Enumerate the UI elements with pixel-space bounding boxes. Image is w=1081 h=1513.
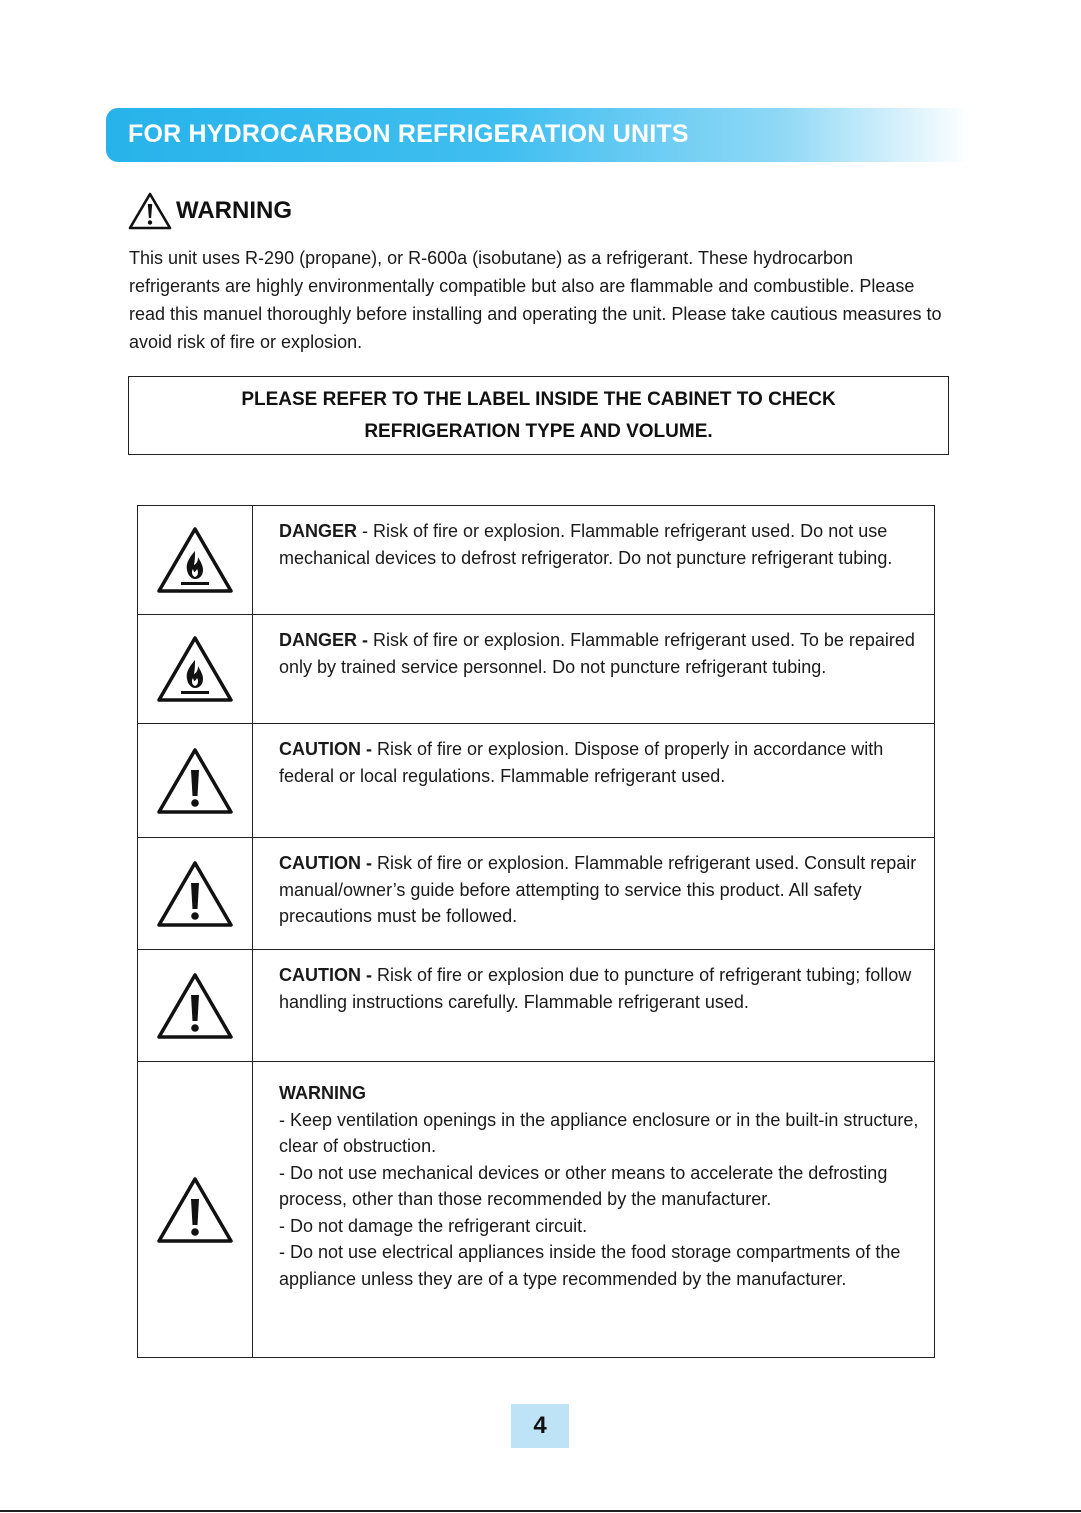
hazard-text — [253, 615, 934, 723]
flammable-warning-icon — [155, 634, 235, 704]
hazard-icon-cell — [138, 506, 253, 614]
notice-line-2: REFRIGERATION TYPE AND VOLUME. — [364, 420, 713, 442]
hazard-text — [253, 1062, 934, 1357]
hazard-label: CAUTION - — [279, 965, 372, 985]
warning-triangle-icon — [128, 192, 172, 230]
hazard-row — [138, 615, 934, 724]
hazard-description: Risk of fire or explosion. Dispose of properly in accordance with federal or local regulations. Flammable refrigerant used. — [279, 739, 884, 786]
warning-bullet: - Do not damage the refrigerant circuit. — [279, 1215, 588, 1236]
hazard-row — [138, 724, 934, 838]
hazard-description: Risk of fire or explosion. Flammable refrigerant used. To be repaired only by trained service personnel. Do not puncture refrigerant tubing. — [279, 630, 915, 677]
hazard-label: WARNING — [279, 1083, 366, 1103]
hazard-label: DANGER — [279, 521, 358, 541]
hazard-icon-cell — [138, 724, 253, 837]
hazard-table — [137, 505, 935, 1358]
warning-bullet: - Keep ventilation openings in the appliance enclosure or in the built-in structure, clear of obstruction. — [279, 1109, 919, 1156]
hazard-text — [253, 506, 934, 614]
hazard-row — [138, 1062, 934, 1357]
hazard-label: CAUTION - — [279, 853, 372, 873]
hazard-text — [253, 838, 934, 949]
hazard-label: DANGER - — [279, 630, 368, 650]
section-title: FOR HYDROCARBON REFRIGERATION UNITS — [128, 120, 689, 148]
exclamation-warning-icon — [155, 1175, 235, 1245]
hazard-row — [138, 506, 934, 615]
exclamation-warning-icon — [155, 971, 235, 1041]
footer-rule — [0, 1510, 1081, 1512]
hazard-row — [138, 950, 934, 1062]
warning-body: This unit uses R-290 (propane), or R-600a (isobutane) as a refrigerant. These hydrocarbon refrigerants are highly environmentally compatible but also are flammable and combustible. Please read this manuel thoroughly before installing and operating the unit. Please take cautious measures to avoid risk of fire or explosion. — [129, 248, 942, 352]
exclamation-warning-icon — [155, 859, 235, 929]
warning-heading — [128, 192, 292, 230]
section-banner — [106, 108, 970, 162]
hazard-text — [253, 724, 934, 837]
hazard-icon-cell — [138, 950, 253, 1061]
hazard-description: Risk of fire or explosion. Flammable refrigerant used. Consult repair manual/owner’s guide before attempting to service this product. All safety precautions must be followed. — [279, 853, 917, 926]
hazard-row — [138, 838, 934, 950]
exclamation-warning-icon — [155, 746, 235, 816]
hazard-description: Risk of fire or explosion due to puncture of refrigerant tubing; follow handling instructions carefully. Flammable refrigerant used. — [279, 965, 912, 1012]
warning-title: WARNING — [176, 197, 292, 224]
hazard-text — [253, 950, 934, 1061]
hazard-icon-cell — [138, 615, 253, 723]
warning-bullet: - Do not use electrical appliances inside the food storage compartments of the appliance unless they are of a type recommended by the manufacturer. — [279, 1242, 901, 1289]
hazard-description: - Risk of fire or explosion. Flammable refrigerant used. Do not use mechanical devices to defrost refrigerator. Do not puncture refrigerant tubing. — [279, 521, 893, 568]
hazard-label: CAUTION - — [279, 739, 372, 759]
hazard-icon-cell — [138, 1062, 253, 1357]
page-number: 4 — [511, 1404, 569, 1448]
hazard-icon-cell — [138, 838, 253, 949]
notice-line-1: PLEASE REFER TO THE LABEL INSIDE THE CABINET TO CHECK — [241, 388, 836, 410]
warning-bullet: - Do not use mechanical devices or other means to accelerate the defrosting process, other than those recommended by the manufacturer. — [279, 1162, 888, 1209]
flammable-warning-icon — [155, 525, 235, 595]
label-notice-box — [128, 376, 949, 455]
